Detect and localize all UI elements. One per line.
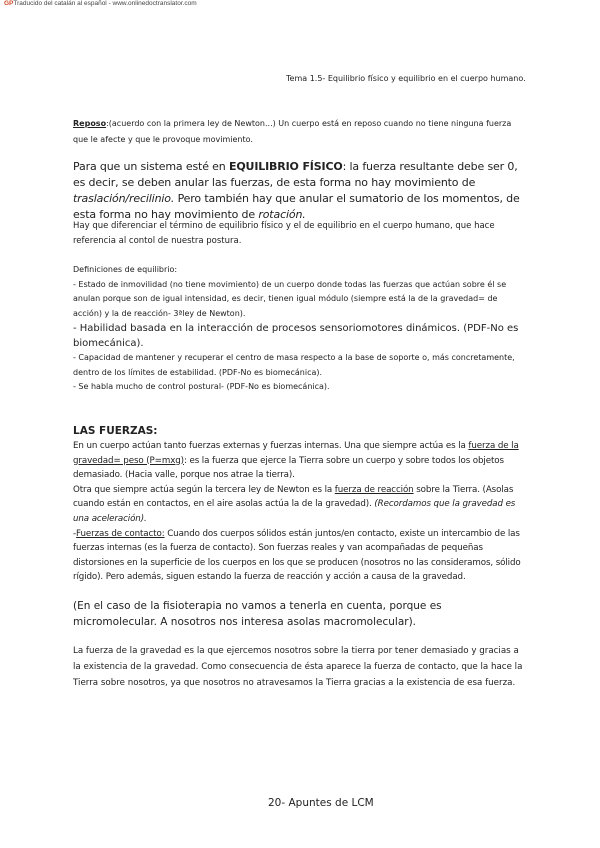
definicion-item: - Habilidad basada en la interacción de procesos sensoriomotores dinámicos. (PDF-No es biomecánica).: [73, 323, 519, 349]
translator-banner-text: Traducido del catalán al español - www.onlinedoctranslator.com: [13, 0, 197, 7]
definiciones-title: Definiciones de equilibrio:: [73, 265, 178, 274]
contacto-paragraph: [73, 527, 525, 585]
equilibrio-fisico-term: EQUILIBRIO FÍSICO: [228, 160, 343, 173]
equilibrio-text-1: Para que un sistema esté en: [73, 160, 229, 173]
gravedad-note: (Recordamos que la gravedad es una aceleración).: [73, 499, 516, 524]
fuerzas-text: sobre la Tierra. (Asolas cuando están en contactos, en el aire asolas actúa la de la gravedad).: [73, 484, 514, 510]
fuerzas-contacto-term: Fuerzas de contacto:: [76, 528, 165, 539]
page-header-title: Tema 1.5- Equilibrio físico y equilibrio en el cuerpo humano.: [286, 74, 526, 83]
translator-logo-icon: GP: [4, 0, 14, 7]
page-footer: 20- Apuntes de LCM: [268, 797, 374, 809]
gravedad-final-paragraph: La fuerza de la gravedad es la que ejercemos nosotros sobre la tierra por tener demasiado y gracias a la existencia de la gravedad. Como consecuencia de ésta aparece la fuerza de contacto, que la hace la Tierra sobre nosotros, ya que nosotros no atravesamos la Tierra gracias a la existencia de esa fuerza.: [73, 646, 523, 688]
rotacion-term: rotación.: [258, 208, 306, 221]
fuerzas-text: Otra que siempre actúa según la tercera ley de Newton es la: [73, 484, 335, 495]
reaccion-paragraph: [73, 483, 525, 527]
traslacion-term: traslación/recilinio.: [73, 192, 175, 205]
fuerza-reaccion-term: fuerza de reacción: [334, 484, 414, 495]
fuerzas-text: : es la fuerza que ejerce la Tierra sobre un cuerpo y sobre todos los objetos demasiado. (Hacia valle, porque nos atrae la tierra).: [73, 455, 504, 481]
equilibrio-text-3: Pero también hay que anular el sumatorio de los momentos, de esta forma no hay movimiento de: [73, 192, 520, 221]
fuerzas-section: [73, 439, 525, 585]
reposo-text: :(acuerdo con la primera ley de Newton...) Un cuerpo está en reposo cuando no tiene ninguna fuerza que le afecte y que le provoque movimiento.: [73, 119, 512, 144]
definicion-item: - Estado de inmovilidad (no tiene movimiento) de un cuerpo donde todas las fuerzas que actúan sobre él se anulan porque son de igual intensidad, es decir, tienen igual módulo (siempre está la de la gravedad= de acción) y la de reacción- 3ªley de Newton).: [73, 279, 507, 318]
fisioterapia-paragraph: (En el caso de la fisioterapia no vamos a tenerla en cuenta, porque es micromolecular. A nosotros nos interesa asolas macromolecular).: [73, 600, 442, 628]
definiciones-list: [73, 263, 525, 395]
fuerzas-text: En un cuerpo actúan tanto fuerzas externas y fuerzas internas. Una que siempre actúa es la: [73, 441, 469, 451]
definicion-item: - Se habla mucho de control postural- (PDF-No es biomecánica).: [73, 382, 330, 391]
reposo-label: Reposo: [73, 119, 107, 128]
gravedad-paragraph: [73, 439, 525, 483]
translator-banner: [4, 0, 197, 7]
equilibrio-text-2: : la fuerza resultante debe ser 0, es decir, se deben anular las fuerzas, de esta forma no hay movimiento de: [73, 160, 518, 189]
diferenciar-paragraph: Hay que diferenciar el término de equilibrio físico y el de equilibrio en el cuerpo humano, que hace referencia al contol de nuestra postura.: [73, 221, 495, 246]
fuerza-gravedad-term: fuerza de la gravedad= peso (P=mxg): [73, 441, 519, 466]
reposo-paragraph: [73, 116, 525, 148]
definicion-item: - Capacidad de mantener y recuperar el centro de masa respecto a la base de soporte o, más concretamente, dentro de los límites de estabilidad. (PDF-No es biomecánica).: [73, 353, 515, 377]
fuerzas-text: Cuando dos cuerpos sólidos están juntos/en contacto, existe un intercambio de las fuerzas internas (es la fuerza de contacto). Son fuerzas reales y van acompañadas de pequeñas distorsiones en la superficie de los cuerpos en los que se producen (nosotros no las consideramos, sólido rígido). Pero además, siguen estando la fuerza de reacción y acción a causa de la gravedad.: [73, 528, 521, 583]
equilibrio-fisico-paragraph: [73, 159, 525, 223]
fuerzas-heading: LAS FUERZAS:: [73, 425, 158, 437]
fuerzas-text: -: [73, 528, 77, 539]
